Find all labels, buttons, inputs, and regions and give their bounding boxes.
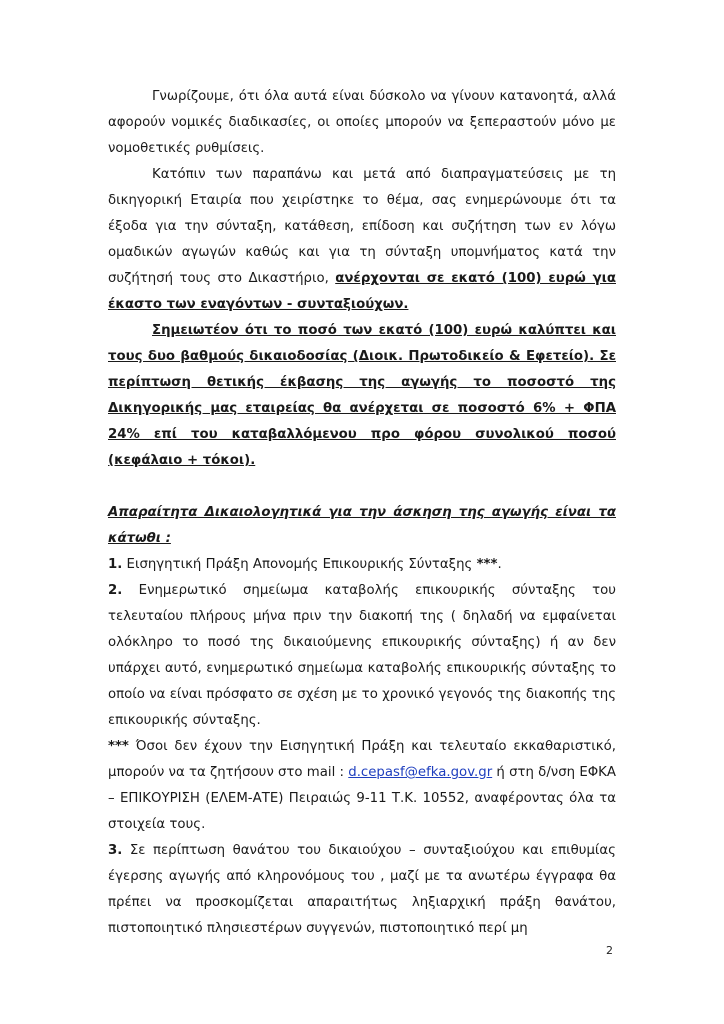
note-text: Όσοι δεν έχουν την Εισηγητική Πράξη και τελευταίο εκκαθαριστικό, μπορούν να τα ζητήσουν στο mail :	[108, 739, 616, 780]
list-item-3-number: 3.	[108, 843, 123, 858]
documents-heading: Απαραίτητα Δικαιολογητικά για την άσκηση της αγωγής είναι τα κάτωθι :	[108, 505, 616, 546]
note-paragraph	[108, 734, 616, 838]
note-stars: ***	[108, 739, 129, 754]
list-item-1-end: .	[497, 557, 502, 572]
document-page	[108, 84, 616, 942]
paragraph-costs-amount: ανέρχονται σε εκατό (100) ευρώ για έκαστο των εναγόντων - συνταξιούχων.	[108, 271, 616, 312]
paragraph-intro: Γνωρίζουμε, ότι όλα αυτά είναι δύσκολο να γίνουν κατανοητά, αλλά αφορούν νομικές διαδικασίες, οι οποίες μπορούν να ξεπεραστούν μόνο με νομοθετικές ρυθμίσεις.	[108, 89, 616, 156]
list-item-2-number: 2.	[108, 583, 123, 598]
note-after: ή στη δ/νση ΕΦΚΑ – ΕΠΙΚΟΥΡΙΣΗ (ΕΛΕΜ-ΑΤΕ) Πειραιώς 9-11 Τ.Κ. 10552, αναφέροντας όλα τα στοιχεία τους.	[108, 765, 616, 832]
list-item-2-text: Ενημερωτικό σημείωμα καταβολής επικουρικής σύνταξης του τελευταίου πλήρους μήνα πριν την διακοπή της ( δηλαδή να εμφαίνεται ολόκληρο το ποσό της δικαιούμενης επικουρικής σύνταξης) ή αν δεν υπάρχει αυτό, ενημερωτικό σημείωμα καταβολής επικουρικής σύνταξης το οποίο να είναι πρόσφατο σε σχέση με το χρονικό γεγονός της διακοπής της επικουρικής σύνταξης.	[108, 583, 616, 728]
page-number: 2	[606, 944, 613, 957]
paragraph-costs	[108, 162, 616, 318]
paragraph-note-fee: Σημειωτέον ότι το ποσό των εκατό (100) ευρώ καλύπτει και τους δυο βαθμούς δικαιοδοσίας (Διοικ. Πρωτοδικείο & Εφετείο). Σε περίπτωση θετικής έκβασης της αγωγής το ποσοστό της Δικηγορικής μας εταιρείας θα ανέρχεται σε ποσοστό 6% + ΦΠΑ 24% επί του καταβαλλόμενου προ φόρου συνολικού ποσού (κεφάλαιο + τόκοι).	[108, 323, 616, 468]
list-item-2	[108, 578, 616, 734]
list-item-1-number: 1.	[108, 557, 123, 572]
paragraph-costs-text: Κατόπιν των παραπάνω και μετά από διαπραγματεύσεις με τη δικηγορική Εταιρία που χειρίστηκε το θέμα, σας ενημερώνουμε ότι τα έξοδα για την σύνταξη, κατάθεση, επίδοση και συζήτηση των εν λόγω ομαδικών αγωγών καθώς και για τη σύνταξη υπομνήματος κατά την συζήτησή τους στο Δικαστήριο,	[108, 167, 616, 286]
email-link[interactable]: d.cepasf@efka.gov.gr	[348, 765, 493, 780]
list-item-1-stars: ***	[476, 557, 498, 572]
list-item-1-text: Εισηγητική Πράξη Απονομής Επικουρικής Σύνταξης	[122, 557, 477, 572]
list-item-1	[108, 552, 616, 578]
list-item-3	[108, 838, 616, 942]
list-item-3-text: Σε περίπτωση θανάτου του δικαιούχου – συνταξιούχου και επιθυμίας έγερσης αγωγής από κληρονόμους του , μαζί με τα ανωτέρω έγγραφα θα πρέπει να προσκομίζεται απαραιτήτως ληξιαρχική πράξη θανάτου, πιστοποιητικό πλησιεστέρων συγγενών, πιστοποιητικό περί μη	[108, 843, 616, 936]
